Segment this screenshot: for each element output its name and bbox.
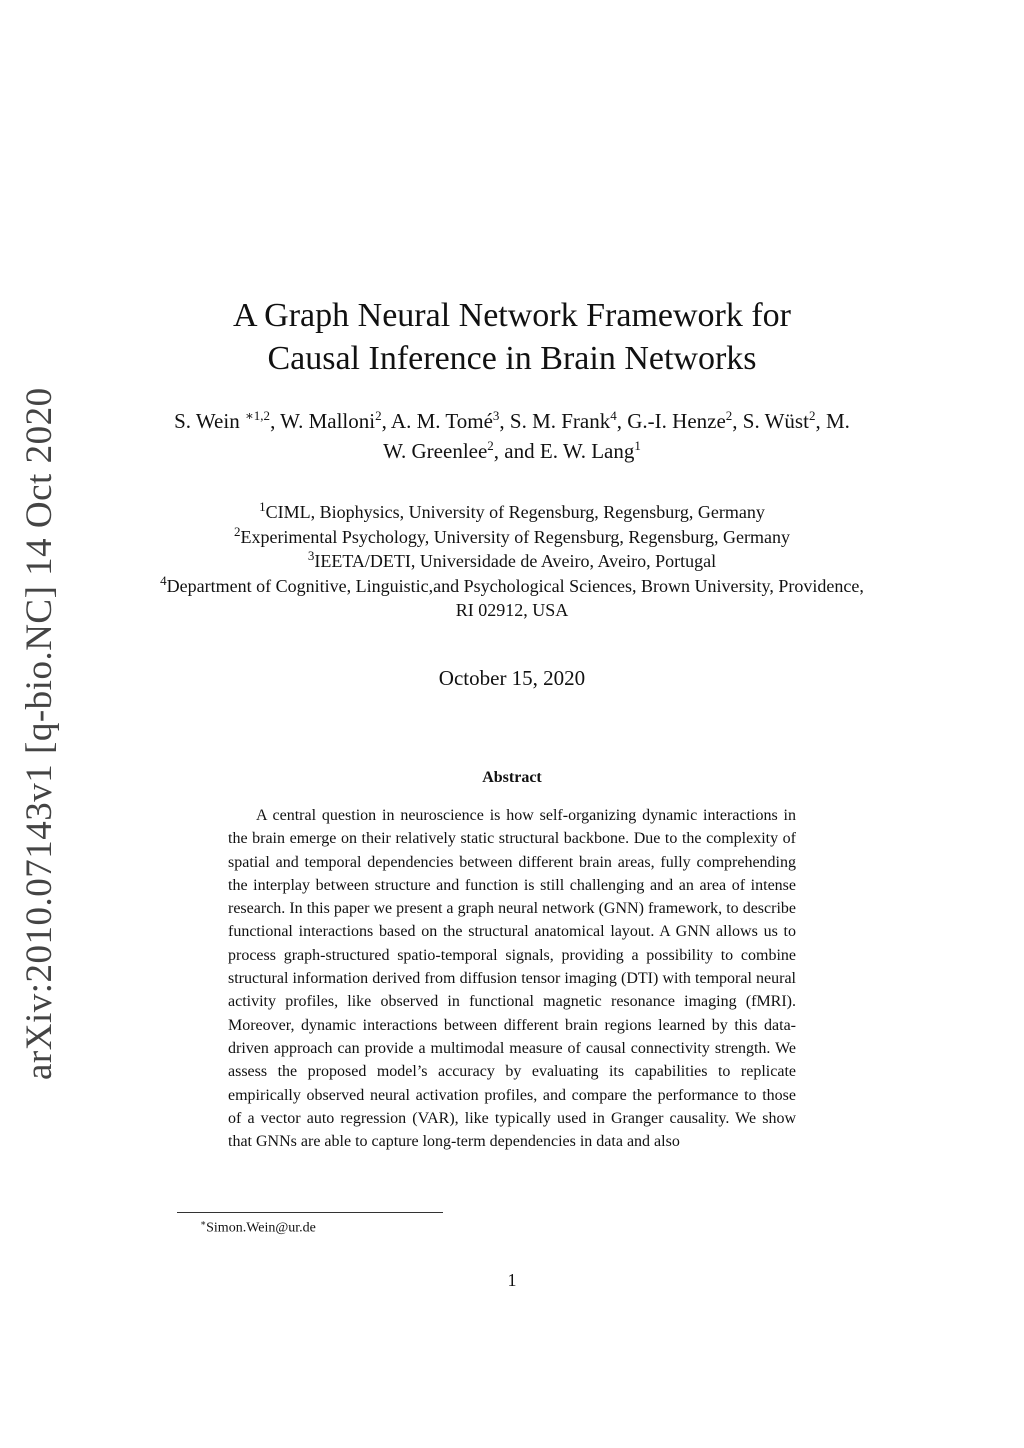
author-affiliation-mark: 2 <box>808 408 816 423</box>
author-name: , S. Wüst <box>732 409 809 433</box>
author-affiliation-mark: 2 <box>487 438 494 453</box>
author-name: , W. Malloni <box>270 409 376 433</box>
abstract-text: A central question in neuroscience is how self-organizing dynamic interactions in the brain emerge on their relatively static structural backbone. Due to the complexity of spatial and temporal dependencies between different brain areas, fully comprehending the interplay between structure and function is still challenging and an area of intense research. In this paper we present a graph neural network (GNN) framework, to describe functional interactions based on the structural anatomical layout. A GNN allows us to process graph-structured spatio-temporal signals, providing a possibility to combine structural information derived from diffusion tensor imaging (DTI) with temporal neural activity profiles, like observed in functional magnetic resonance imaging (fMRI). Moreover, dynamic interactions between different brain regions learned by this data-driven approach can provide a multimodal measure of causal connectivity strength. We assess the proposed model’s accuracy by evaluating its capabilities to replicate empirically observed neural activation profiles, and compare the performance to those of a vector auto regression (VAR), like typically used in Granger causality. We show that GNNs are able to capture long-term dependencies in data and also <box>228 807 796 1151</box>
abstract-heading: Abstract <box>482 769 542 786</box>
title-line-1: A Graph Neural Network Framework for <box>233 297 791 334</box>
author-name: , A. M. Tomé <box>381 409 493 433</box>
page-number: 1 <box>507 1270 517 1290</box>
author-affiliation-mark: 4 <box>610 408 617 423</box>
arxiv-identifier: arXiv:2010.07143v1 [q-bio.NC] 14 Oct 2020 <box>19 387 60 1080</box>
footnote-mark: ∗ <box>200 1218 207 1228</box>
author-affiliation-mark: 3 <box>492 408 500 423</box>
author-name: , S. M. Frank <box>499 409 611 433</box>
affiliation-1: $^1$CIML, Biophysics, University of Regensburg, Regensburg, Germany <box>259 499 765 522</box>
author-affiliation-mark: 1 <box>634 438 641 453</box>
affiliation-list <box>150 500 874 623</box>
author-list <box>170 406 854 466</box>
paper-title <box>160 294 864 380</box>
affiliation-3: $^3$IEETA/DETI, Universidade de Aveiro, Aveiro, Portugal <box>307 548 717 571</box>
affiliation-2: $^2$Experimental Psychology, University of Regensburg, Regensburg, Germany <box>233 523 791 547</box>
title-line-2: Causal Inference in Brain Networks <box>267 340 757 377</box>
author-name: , M. W. Greenlee <box>383 409 850 463</box>
footnote-divider <box>177 1212 443 1213</box>
author-affiliation-mark: 2 <box>725 408 733 423</box>
footnote <box>200 1218 316 1237</box>
publication-date: October 15, 2020 <box>438 666 586 690</box>
author-name: , and E. W. Lang <box>493 439 635 463</box>
author-name: , G.-I. Henze <box>616 409 726 433</box>
footnote-email: Simon.Wein@ur.de <box>206 1220 316 1236</box>
author-name: S. Wein <box>174 409 245 433</box>
affiliation-4: $^4$Department of Cognitive, Linguistic,and Psychological Sciences, Brown University, Providence, RI 02912, USA <box>160 572 864 620</box>
author-affiliation-mark: ∗1,2 <box>244 408 271 423</box>
author-affiliation-mark: 2 <box>375 408 382 423</box>
